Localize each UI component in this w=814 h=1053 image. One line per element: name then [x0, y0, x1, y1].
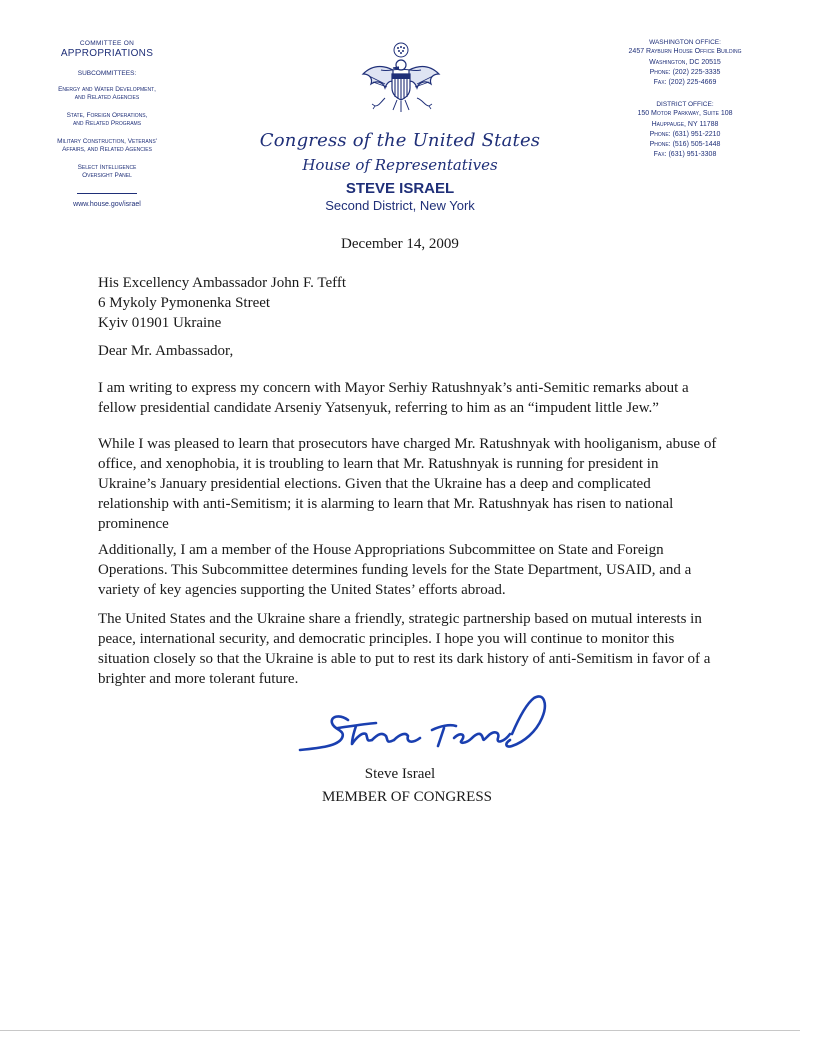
- member-name: STEVE ISRAEL: [345, 180, 455, 197]
- page-bottom-rule: [0, 1030, 800, 1031]
- committee-name: APPROPRIATIONS: [60, 48, 154, 59]
- salutation: Dear Mr. Ambassador,: [98, 343, 234, 359]
- subcommittee-item: Select Intelligence Oversight Panel: [77, 163, 137, 180]
- subcommittee-item: Energy and Water Development, and Related Agencies: [58, 86, 156, 102]
- subcommittee-item: Military Construction, Veterans' Affairs, and Related Agencies: [57, 137, 157, 154]
- website-link[interactable]: www.house.gov/israel: [73, 200, 141, 208]
- washington-fax: Fax: (202) 225-4669: [653, 78, 717, 86]
- great-seal-eagle-icon: [355, 40, 447, 122]
- signature-text: Steve Israel: [290, 677, 366, 694]
- body-paragraph: While I was pleased to learn that prosecutors have charged Mr. Ratushnyak with hooliganism, abuse of office, and xenophobia, it is troubling to learn that Mr. Ratushnyak is running for president in Ukraine’s January presidential elections. Given that the Ukraine has a deep and complicated relationship with anti-Semitism; it is alarming to learn that Mr. Ratushnyak has risen to national prominence: [98, 436, 717, 532]
- body-paragraph: Additionally, I am a member of the House Appropriations Subcommittee on State and Foreign Operations. This Subcommittee determines funding levels for the State Department, USAID, and a variety of key agencies supporting the United States’ efforts abroad.: [98, 542, 692, 598]
- district-address-line: 150 Motor Parkway, Suite 108: [637, 110, 733, 118]
- committee-block: [32, 40, 182, 208]
- committee-label: COMMITTEE ON: [79, 40, 135, 47]
- signer-name: Steve Israel: [364, 766, 436, 782]
- letter-date: December 14, 2009: [341, 236, 459, 252]
- address-line: Kyiv 01901 Ukraine: [98, 315, 222, 331]
- address-line: His Excellency Ambassador John F. Tefft: [98, 275, 346, 291]
- subcommittee-item: State, Foreign Operations, and Related Programs: [66, 111, 148, 128]
- district-phone: Phone: (631) 951-2210: [649, 130, 721, 138]
- washington-address-line: Washington, DC 20515: [649, 58, 721, 66]
- district-address-line: Hauppauge, NY 11788: [651, 120, 719, 128]
- washington-phone: Phone: (202) 225-3335: [649, 68, 721, 76]
- washington-address-line: 2457 Rayburn House Office Building: [628, 48, 742, 56]
- recipient-address: [98, 273, 698, 333]
- office-addresses: [600, 38, 770, 160]
- washington-office-title: WASHINGTON OFFICE:: [649, 39, 721, 46]
- handwritten-signature: [290, 677, 560, 760]
- address-line: 6 Mykoly Pymonenka Street: [98, 295, 271, 311]
- district-fax: Fax: (631) 951-3308: [653, 150, 717, 158]
- house-heading: House of Representatives: [302, 156, 498, 174]
- district-office-title: DISTRICT OFFICE:: [656, 100, 714, 108]
- signer-title: MEMBER OF CONGRESS: [321, 789, 493, 805]
- body-paragraph: The United States and the Ukraine share a friendly, strategic partnership based on mutual interests in peace, international security, and democratic principles. I hope you will continue to monitor this situation closely so that the Ukraine is able to put to rest its dark history of anti-Semitism in favor of a brighter and more tolerant future.: [98, 611, 711, 687]
- district-phone: Phone: (516) 505-1448: [649, 140, 721, 148]
- divider: [77, 193, 137, 194]
- congress-heading: Congress of the United States: [259, 130, 541, 151]
- subcommittees-label: SUBCOMMITTEES:: [77, 70, 137, 77]
- body-paragraph: I am writing to express my concern with Mayor Serhiy Ratushnyak’s anti-Semitic remarks about a fellow presidential candidate Arseniy Yatsenyuk, referring to him as an “impudent little Jew.”: [98, 380, 689, 416]
- member-district: Second District, New York: [325, 198, 475, 213]
